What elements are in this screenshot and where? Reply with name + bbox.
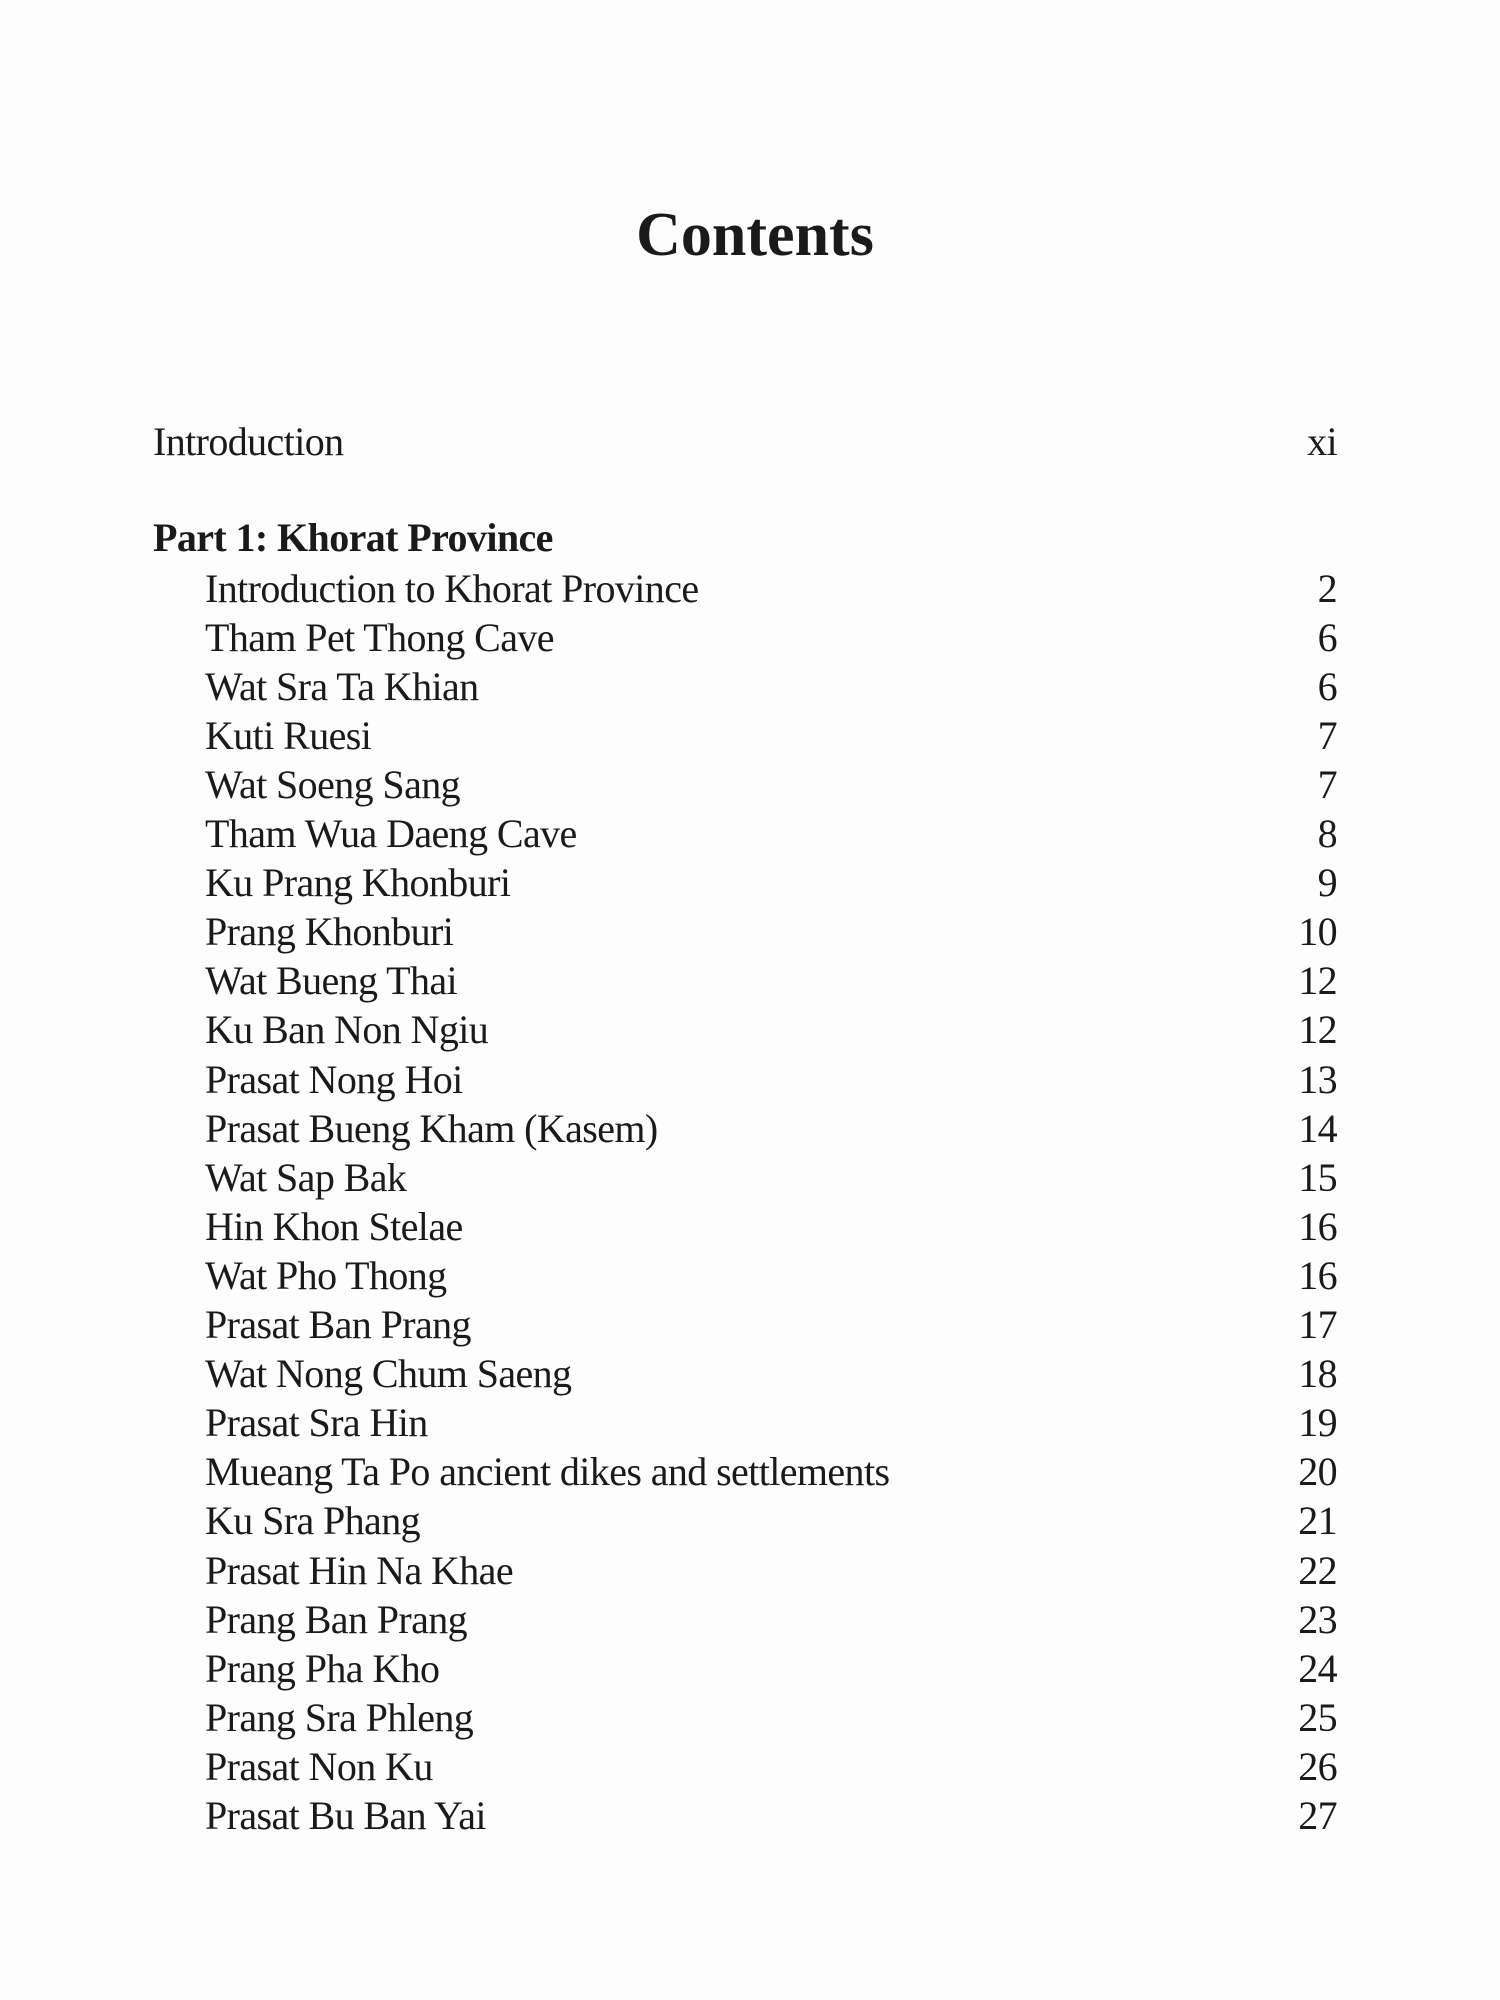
toc-entry[interactable] [205,1496,1337,1546]
toc-entry[interactable] [205,1643,1337,1693]
toc-entry-page: 24 [1298,1645,1337,1691]
toc-entry-page: 8 [1317,811,1337,856]
toc-entry-page: 21 [1298,1498,1337,1544]
toc-entry-label: Kuti Ruesi [205,712,372,758]
toc-entry[interactable] [205,1300,1337,1350]
toc-entry-label: Prasat Hin Na Khae [205,1547,513,1593]
toc-entry-page: 12 [1298,1007,1337,1053]
toc-entry[interactable] [205,809,1337,859]
toc-entry-page: xi [1307,418,1337,464]
toc-entry-label: Ku Sra Phang [205,1498,421,1544]
toc-entry-label: Prasat Bu Ban Yai [205,1793,486,1838]
toc-entry-label: Introduction to Khorat Province [205,565,699,611]
toc-entry[interactable] [205,1791,1337,1841]
toc-entry[interactable] [205,1447,1337,1497]
toc-entry[interactable] [205,1398,1337,1448]
toc-entry-page: 18 [1298,1351,1337,1397]
toc-entry[interactable] [205,563,1337,613]
toc-entry-page: 2 [1317,565,1337,611]
toc-entry-page: 19 [1298,1400,1337,1446]
toc-entry-label: Prang Sra Phleng [205,1694,474,1740]
toc-entry-label: Wat Nong Chum Saeng [205,1351,572,1397]
toc-entry-page: 22 [1298,1547,1337,1593]
toc-entry[interactable] [205,956,1337,1006]
toc-entry-label: Ku Prang Khonburi [205,860,511,906]
page-title: Contents [636,201,874,269]
toc-entry-label: Wat Sap Bak [205,1154,407,1200]
toc-entry-label: Prang Pha Kho [205,1645,440,1691]
toc-entry-page: 15 [1298,1154,1337,1200]
toc-entry-page: 23 [1298,1596,1337,1642]
part-heading: Part 1: Khorat Province [153,515,553,560]
toc-entry-label: Ku Ban Non Ngiu [205,1007,489,1053]
toc-entry-page: 20 [1298,1449,1337,1495]
toc-entry-label: Tham Wua Daeng Cave [205,811,577,856]
toc-entry[interactable] [205,1545,1337,1595]
toc-entry-page: 6 [1317,663,1337,709]
toc-entry[interactable] [205,1594,1337,1644]
toc-entry[interactable] [205,661,1337,711]
toc-entry-page: 25 [1298,1694,1337,1740]
toc-entry-label: Mueang Ta Po ancient dikes and settlements [205,1449,890,1495]
toc-entry-label: Prasat Non Ku [205,1743,433,1789]
toc-entry-label: Prasat Nong Hoi [205,1056,463,1102]
toc-entry-label: Wat Sra Ta Khian [205,663,479,709]
toc-entry[interactable] [205,1103,1337,1153]
toc-entry-page: 27 [1298,1793,1337,1838]
toc-entry[interactable] [205,612,1337,662]
toc-entry[interactable] [205,710,1337,760]
toc-entry-page: 12 [1298,958,1337,1004]
toc-entry-label: Prang Ban Prang [205,1596,468,1642]
toc-entry-label: Prasat Ban Prang [205,1302,471,1347]
toc-entry-page: 13 [1298,1056,1337,1102]
toc-entry-label: Introduction [153,418,344,464]
toc-entry-page: 26 [1298,1743,1337,1789]
toc-entry-label: Prang Khonburi [205,909,454,955]
toc-entry-label: Hin Khon Stelae [205,1203,463,1249]
toc-entry-page: 9 [1317,860,1337,906]
toc-entry[interactable] [205,1152,1337,1202]
toc-entry-page: 7 [1317,761,1337,807]
toc-entry[interactable] [205,759,1337,809]
toc-entry-page: 14 [1298,1105,1337,1151]
toc-entry-page: 17 [1298,1302,1337,1347]
toc-entry-page: 6 [1317,614,1337,660]
toc-entry[interactable] [205,1250,1337,1300]
toc-entry-page: 16 [1298,1203,1337,1249]
toc-entry-label: Wat Pho Thong [205,1252,447,1298]
toc-entry[interactable] [205,907,1337,957]
toc-entry-label: Prasat Bueng Kham (Kasem) [205,1105,658,1151]
toc-entry-introduction[interactable] [153,416,1337,466]
toc-entry[interactable] [205,1349,1337,1399]
toc-entry-page: 7 [1317,712,1337,758]
toc-entry-label: Wat Bueng Thai [205,958,458,1004]
toc-entry-label: Wat Soeng Sang [205,761,461,807]
toc-entry-label: Tham Pet Thong Cave [205,614,554,660]
toc-entry[interactable] [205,1741,1337,1791]
toc-entry[interactable] [205,1005,1337,1055]
toc-entry[interactable] [205,1054,1337,1104]
toc-entry[interactable] [205,1692,1337,1742]
toc-entry[interactable] [205,1201,1337,1251]
toc-entry[interactable] [205,858,1337,908]
toc-entry-label: Prasat Sra Hin [205,1400,428,1446]
toc-entry-page: 16 [1298,1252,1337,1298]
toc-entry-page: 10 [1298,909,1337,955]
